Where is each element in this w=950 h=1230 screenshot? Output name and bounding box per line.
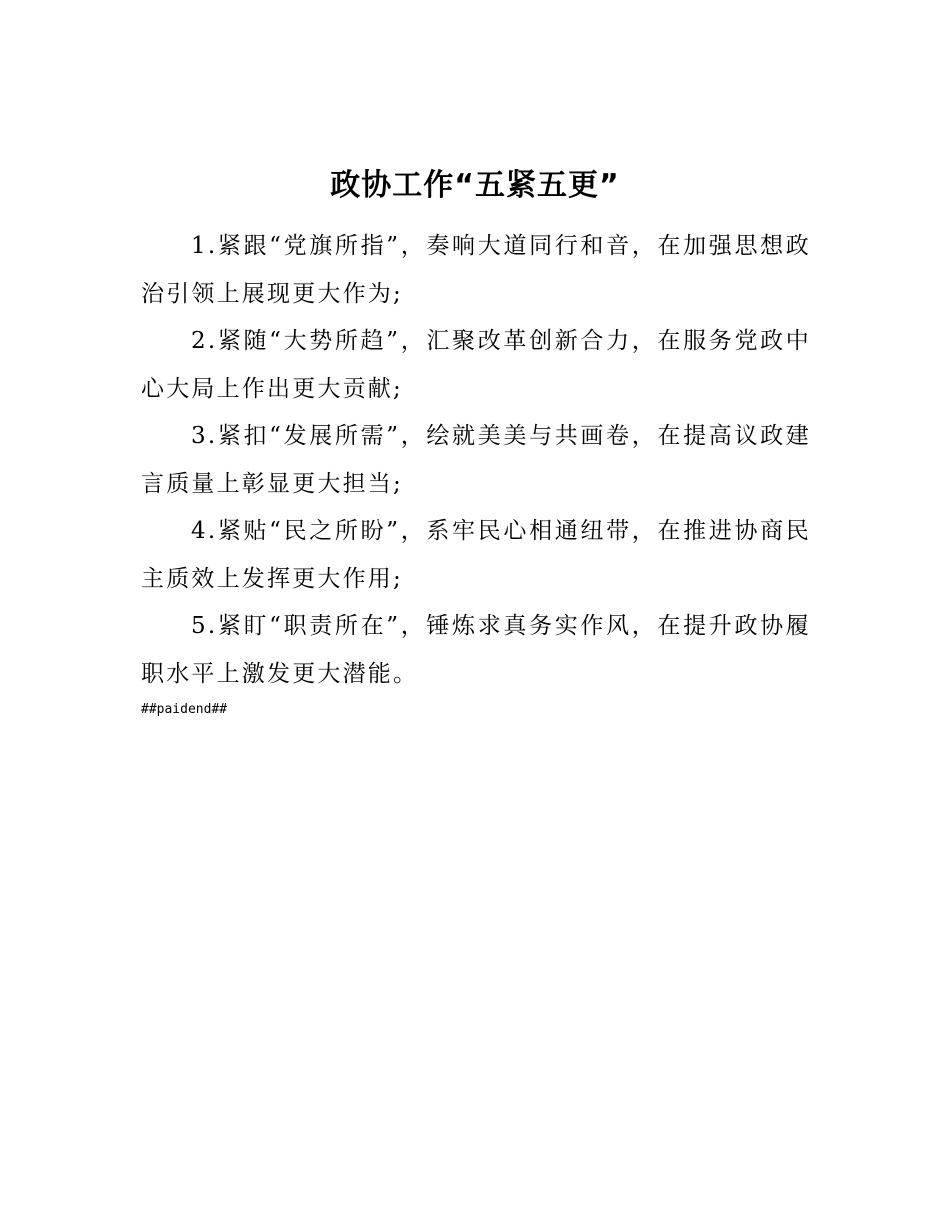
paragraph-5: 5.紧盯“职责所在”，锤炼求真务实作风，在提升政协履职水平上激发更大潜能。 <box>141 613 811 687</box>
paragraph-4: 4.紧贴“民之所盼”，系牢民心相通纽带，在推进协商民主质效上发挥更大作用; <box>141 518 811 592</box>
paragraph-2: 2.紧随“大势所趋”，汇聚改革创新合力，在服务党政中心大局上作出更大贡献; <box>141 328 811 402</box>
document-body <box>141 223 811 698</box>
paragraph-1: 1.紧跟“党旗所指”，奏响大道同行和音，在加强思想政治引领上展现更大作为; <box>141 233 811 307</box>
paragraph-3: 3.紧扣“发展所需”，绘就美美与共画卷，在提高议政建言质量上彰显更大担当; <box>141 423 811 497</box>
end-marker: ##paidend## <box>141 702 228 717</box>
document-title: 政协工作“五紧五更” <box>330 168 620 203</box>
